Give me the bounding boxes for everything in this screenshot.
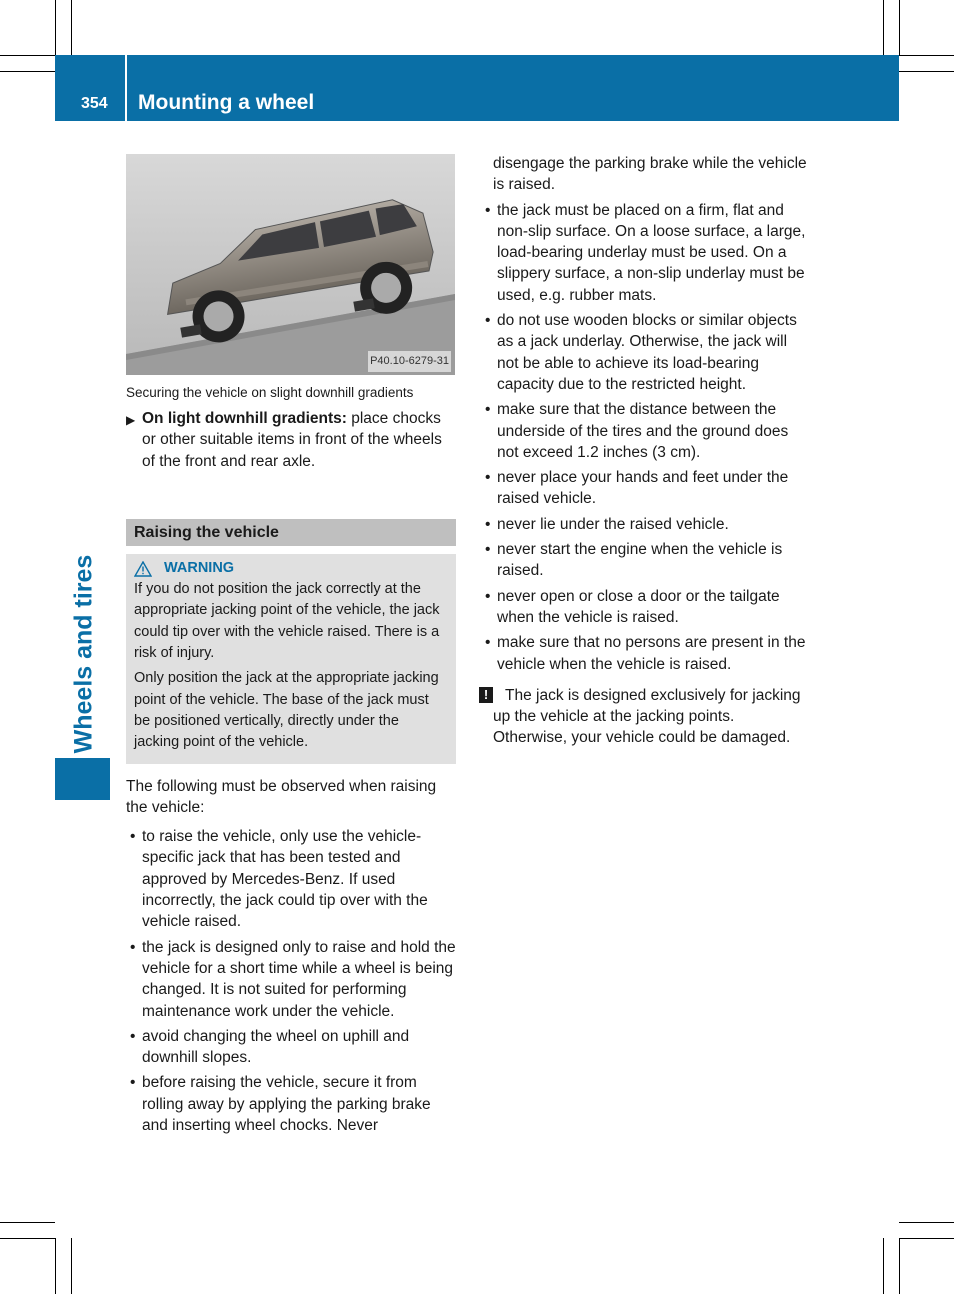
crop-mark <box>0 71 55 72</box>
crop-mark <box>883 1238 884 1294</box>
crop-mark <box>899 1238 954 1239</box>
list-item: • never lie under the raised vehicle. <box>481 514 811 535</box>
list-item: • before raising the vehicle, secure it from rolling away by applying the parking brake and inserting wheel chocks. Never <box>126 1072 456 1136</box>
figure-code: P40.10-6279-31 <box>368 351 451 372</box>
arrow-right-icon: ▶ <box>126 413 136 427</box>
subheading: Raising the vehicle <box>126 519 456 546</box>
side-tab-marker <box>55 758 110 800</box>
warning-box <box>126 554 456 764</box>
instruction-step <box>126 408 456 472</box>
list-item: • the jack must be placed on a firm, flat and non-slip surface. On a loose surface, a large, load-bearing underlay must be used. On a slippery surface, a non-slip underlay must be used, e.g. rubber mats. <box>481 200 811 306</box>
warning-label: WARNING <box>164 559 235 576</box>
section-title: Mounting a wheel <box>138 91 315 114</box>
warning-paragraph: If you do not position the jack correctly at the appropriate jacking point of the vehicle, the jack could tip over with the vehicle raised. There is a risk of injury. <box>134 581 440 662</box>
crop-mark <box>0 55 55 56</box>
crop-mark <box>0 1238 55 1239</box>
notice-text: The jack is designed exclusively for jacking up the vehicle at the jacking points. Otherwise, your vehicle could be damaged. <box>493 686 801 747</box>
crop-mark <box>899 71 954 72</box>
list-item: • make sure that the distance between the underside of the tires and the ground does not exceed 1.2 inches (3 cm). <box>481 399 811 463</box>
list-item: • the jack is designed only to raise and hold the vehicle for a short time while a wheel is being changed. It is not suited for performing maintenance work under the vehicle. <box>126 937 456 1022</box>
instruction-text: place chocks or other suitable items in front of the wheels of the front and rear axle. <box>142 410 442 470</box>
side-tab-label: Wheels and tires <box>69 554 98 754</box>
crop-mark <box>71 1238 72 1294</box>
instruction-bold: On light downhill gradients: <box>142 410 347 427</box>
crop-mark <box>899 1222 954 1223</box>
page-header <box>55 55 899 121</box>
bullet-continuation: disengage the parking brake while the vehicle is raised. <box>493 155 807 194</box>
warning-triangle-icon <box>134 561 152 577</box>
header-divider <box>125 55 127 121</box>
list-item: • never open or close a door or the tailgate when the vehicle is raised. <box>481 586 811 629</box>
crop-mark <box>55 1238 56 1294</box>
list-item: • never place your hands and feet under the raised vehicle. <box>481 467 811 510</box>
intro-paragraph: The following must be observed when raising the vehicle: <box>126 777 437 816</box>
list-item: • do not use wooden blocks or similar objects as a jack underlay. Otherwise, the jack will not be able to achieve its load-bearing capacity due to the restricted height. <box>481 310 811 395</box>
figure-caption: Securing the vehicle on slight downhill gradients <box>126 385 414 400</box>
list-item: • make sure that no persons are present in the vehicle when the vehicle is raised. <box>481 632 811 675</box>
bullet-list <box>481 200 811 675</box>
warning-paragraph: Only position the jack at the appropriate jacking point of the vehicle. The base of the jack must be positioned vertically, directly under the jacking point of the vehicle. <box>134 670 439 751</box>
bullet-list <box>126 826 456 1136</box>
warning-header <box>134 558 448 579</box>
crop-mark <box>899 0 900 55</box>
list-item: • to raise the vehicle, only use the vehicle-specific jack that has been tested and approved by Mercedes-Benz. If used incorrectly, the jack could tip over with the vehicle raised. <box>126 826 456 932</box>
suv-on-slope-illustration <box>126 154 455 375</box>
list-item: • avoid changing the wheel on uphill and downhill slopes. <box>126 1026 456 1069</box>
crop-mark <box>71 0 72 55</box>
column-right <box>481 153 811 749</box>
crop-mark <box>0 1222 55 1223</box>
list-item: • never start the engine when the vehicle is raised. <box>481 539 811 582</box>
crop-mark <box>883 0 884 55</box>
column-left <box>126 154 456 1140</box>
vehicle-photo <box>126 154 455 375</box>
notice-block <box>481 685 811 749</box>
page-number: 354 <box>81 95 108 112</box>
exclamation-icon: ! <box>479 687 493 703</box>
crop-mark <box>899 1238 900 1294</box>
crop-mark <box>55 0 56 55</box>
crop-mark <box>899 55 954 56</box>
